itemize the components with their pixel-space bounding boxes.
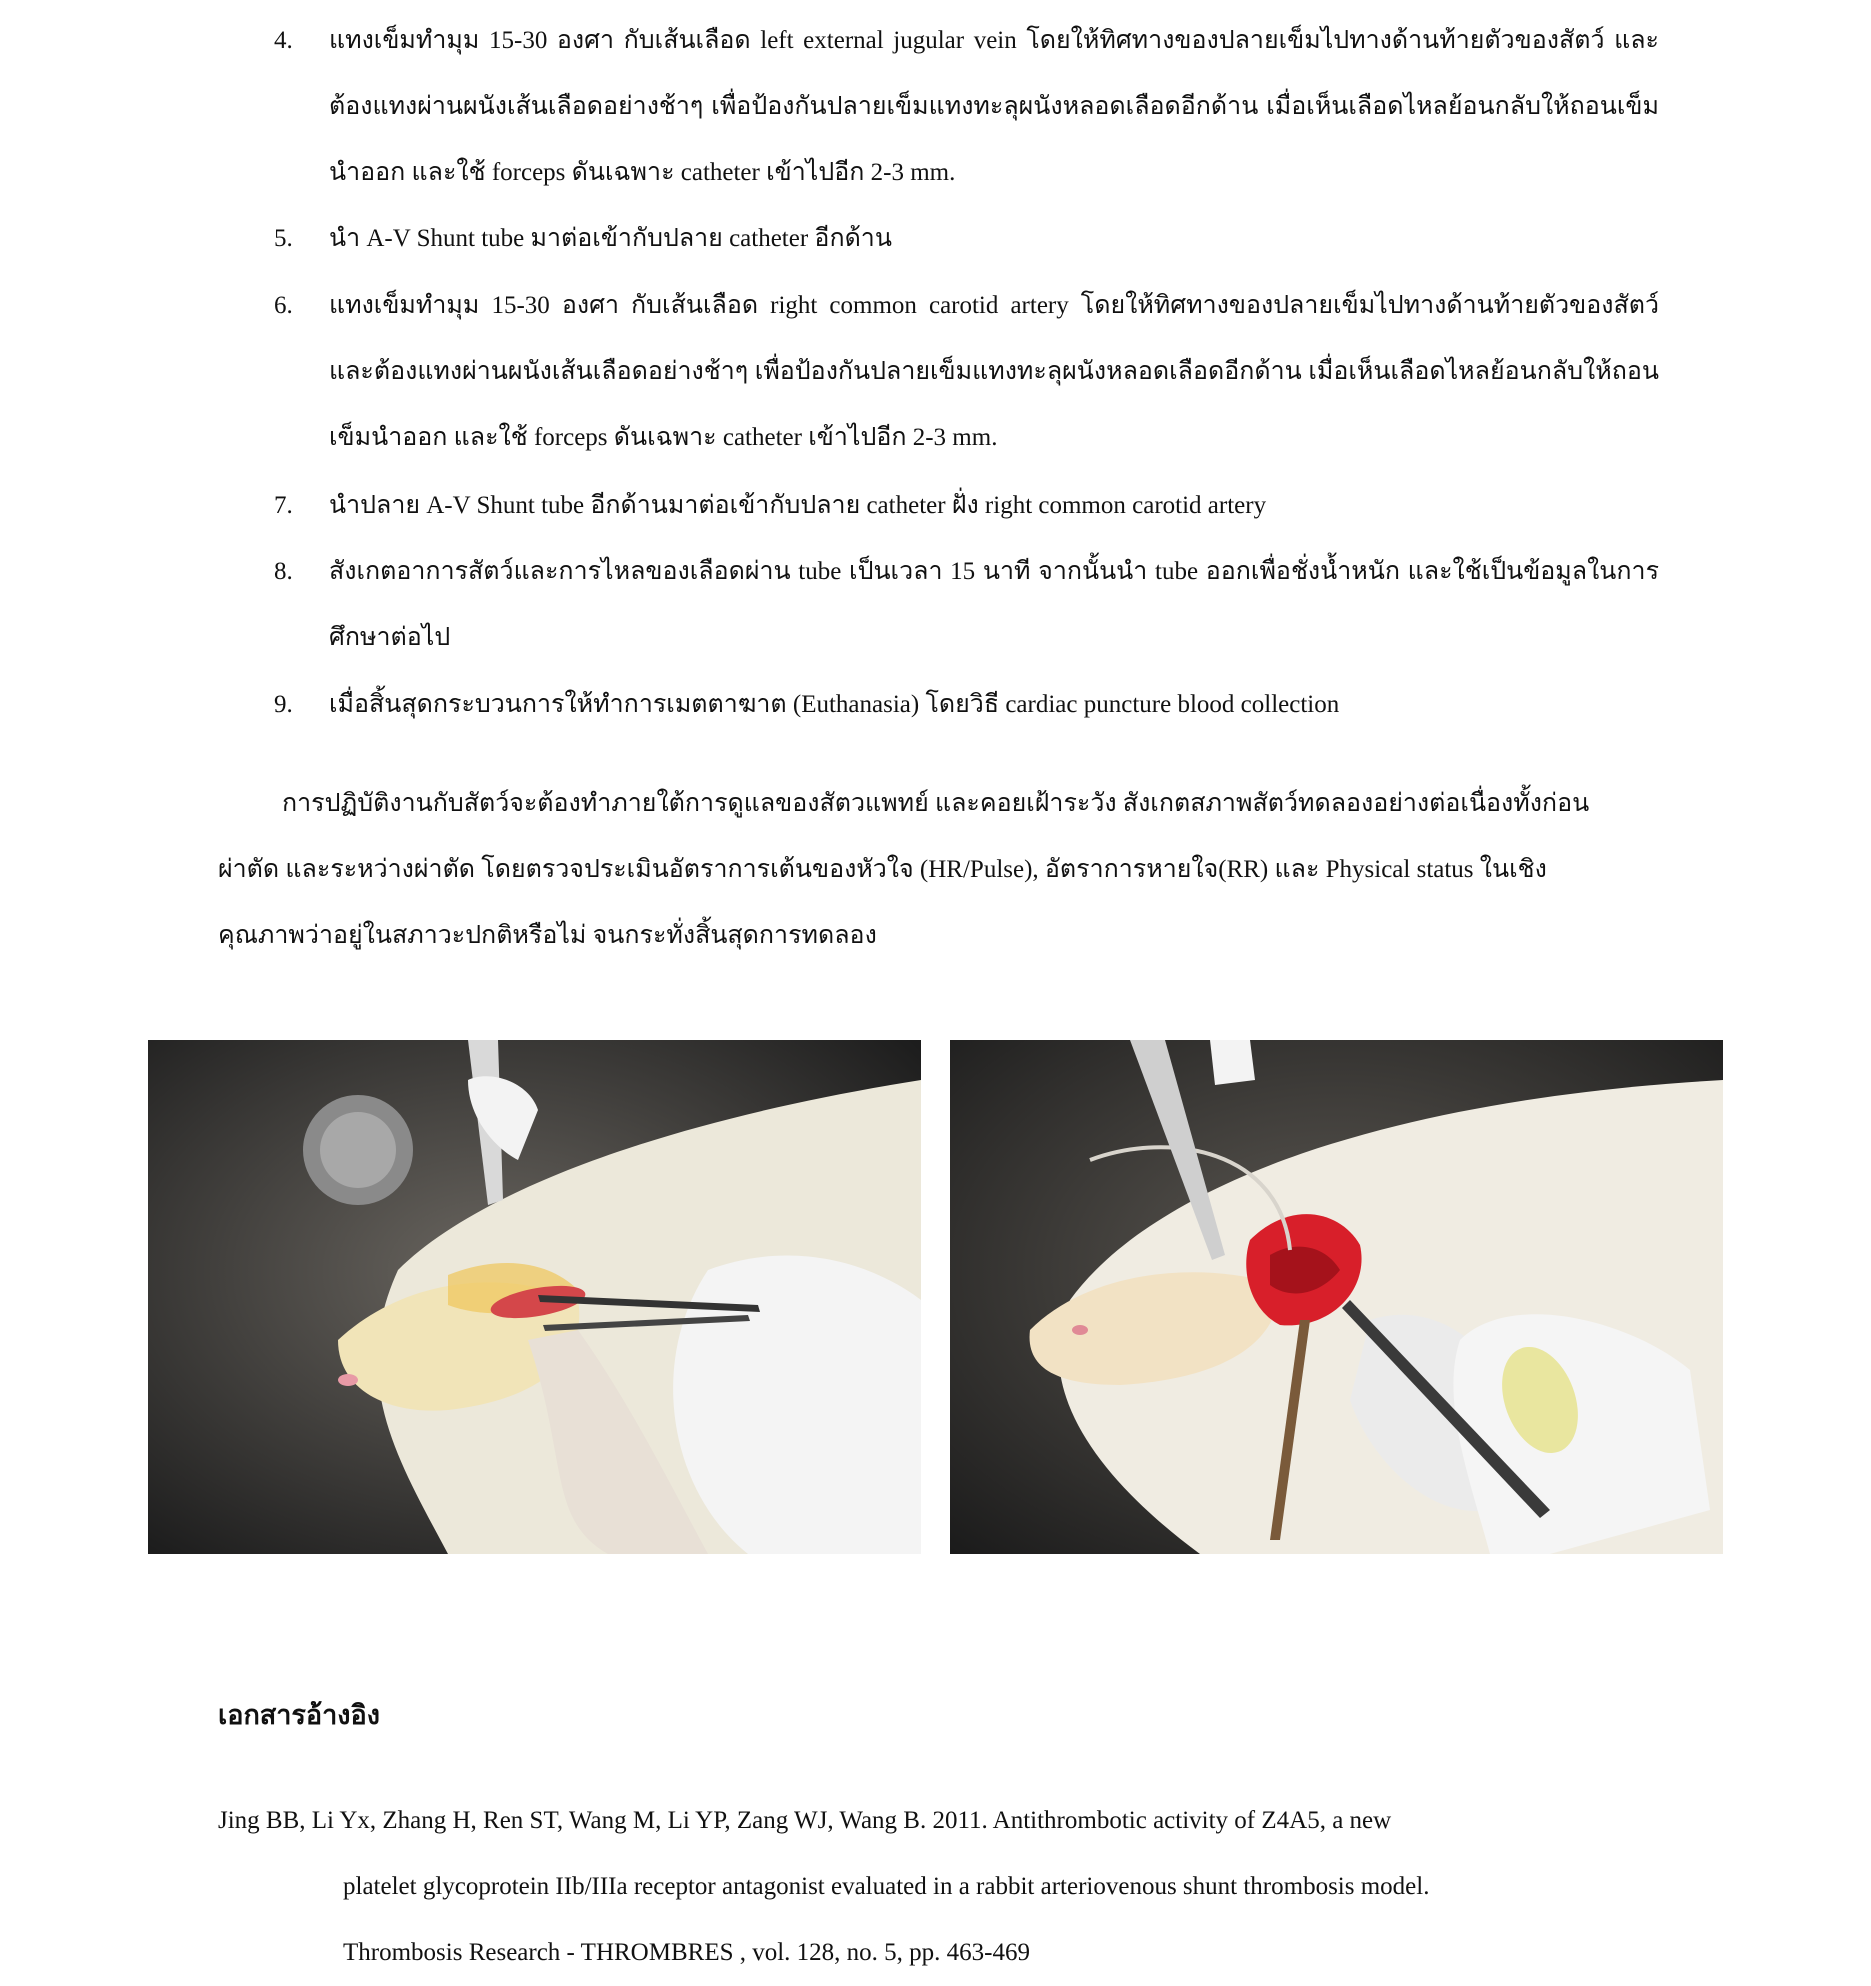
reference-line-1: Jing BB, Li Yx, Zhang H, Ren ST, Wang M, Li YP, Zang WJ, Wang B. 2011. Antithrombotic activity of Z4A5, a new <box>218 1807 1392 1834</box>
step-text: นำ A-V Shunt tube มาต่อเข้ากับปลาย catheter อีกด้าน <box>329 225 892 252</box>
step-text: นำปลาย A-V Shunt tube อีกด้านมาต่อเข้ากับปลาย catheter ฝั่ง right common carotid artery <box>329 492 1267 519</box>
step-text: แทงเข็มทำมุม 15-30 องศา กับเส้นเลือด right common carotid artery โดยให้ทิศทางของปลายเข็มไปทางด้านท้ายตัวของสัตว์ และต้องแทงผ่านผนังเส้นเลือดอย่างช้าๆ เพื่อป้องกันปลายเข็มแทงทะลุผนังหลอดเลือดอีกด้าน เมื่อเห็นเลือดไหลย้อนกลับให้ถอนเข็มนำออก และใช้ forceps ดันเฉพาะ catheter เข้าไปอีก 2-3 mm. <box>329 292 1659 451</box>
references-heading: เอกสารอ้างอิง <box>218 1700 380 1730</box>
step-number: 9. <box>274 691 293 718</box>
step-text: สังเกตอาการสัตว์และการไหลของเลือดผ่าน tube เป็นเวลา 15 นาที จากนั้นนำ tube ออกเพื่อชั่งน้ำหนัก และใช้เป็นข้อมูลในการศึกษาต่อไป <box>329 558 1659 651</box>
reference-entry <box>218 1788 1618 1986</box>
step-number: 6. <box>274 292 293 319</box>
reference-line-3: Thrombosis Research - THROMBRES , vol. 128, no. 5, pp. 463-469 <box>343 1939 1031 1966</box>
surgery-photo-left <box>148 1040 921 1554</box>
monitoring-paragraph: การปฏิบัติงานกับสัตว์จะต้องทำภายใต้การดูแลของสัตวแพทย์ และคอยเฝ้าระวัง สังเกตสภาพสัตว์ทดลองอย่างต่อเนื่องทั้งก่อนผ่าตัด และระหว่างผ่าตัด โดยตรวจประเมินอัตราการเต้นของหัวใจ (HR/Pulse), อัตราการหายใจ(RR) และ Physical status ในเชิงคุณภาพว่าอยู่ในสภาวะปกติหรือไม่ จนกระทั่งสิ้นสุดการทดลอง <box>218 790 1590 949</box>
reference-line-2: platelet glycoprotein IIb/IIIa receptor antagonist evaluated in a rabbit arteriovenous shunt thrombosis model. <box>343 1873 1430 1900</box>
step-number: 4. <box>274 27 293 54</box>
step-text: เมื่อสิ้นสุดกระบวนการให้ทำการเมตตาฆาต (Euthanasia) โดยวิธี cardiac puncture blood collection <box>329 691 1340 718</box>
step-number: 5. <box>274 225 293 252</box>
step-number: 8. <box>274 558 293 585</box>
step-number: 7. <box>274 492 293 519</box>
surgery-photo-right <box>950 1040 1723 1554</box>
step-text: แทงเข็มทำมุม 15-30 องศา กับเส้นเลือด left external jugular vein โดยให้ทิศทางของปลายเข็มไปทางด้านท้ายตัวของสัตว์ และต้องแทงผ่านผนังเส้นเลือดอย่างช้าๆ เพื่อป้องกันปลายเข็มแทงทะลุผนังหลอดเลือดอีกด้าน เมื่อเห็นเลือดไหลย้อนกลับให้ถอนเข็มนำออก และใช้ forceps ดันเฉพาะ catheter เข้าไปอีก 2-3 mm. <box>329 27 1659 186</box>
